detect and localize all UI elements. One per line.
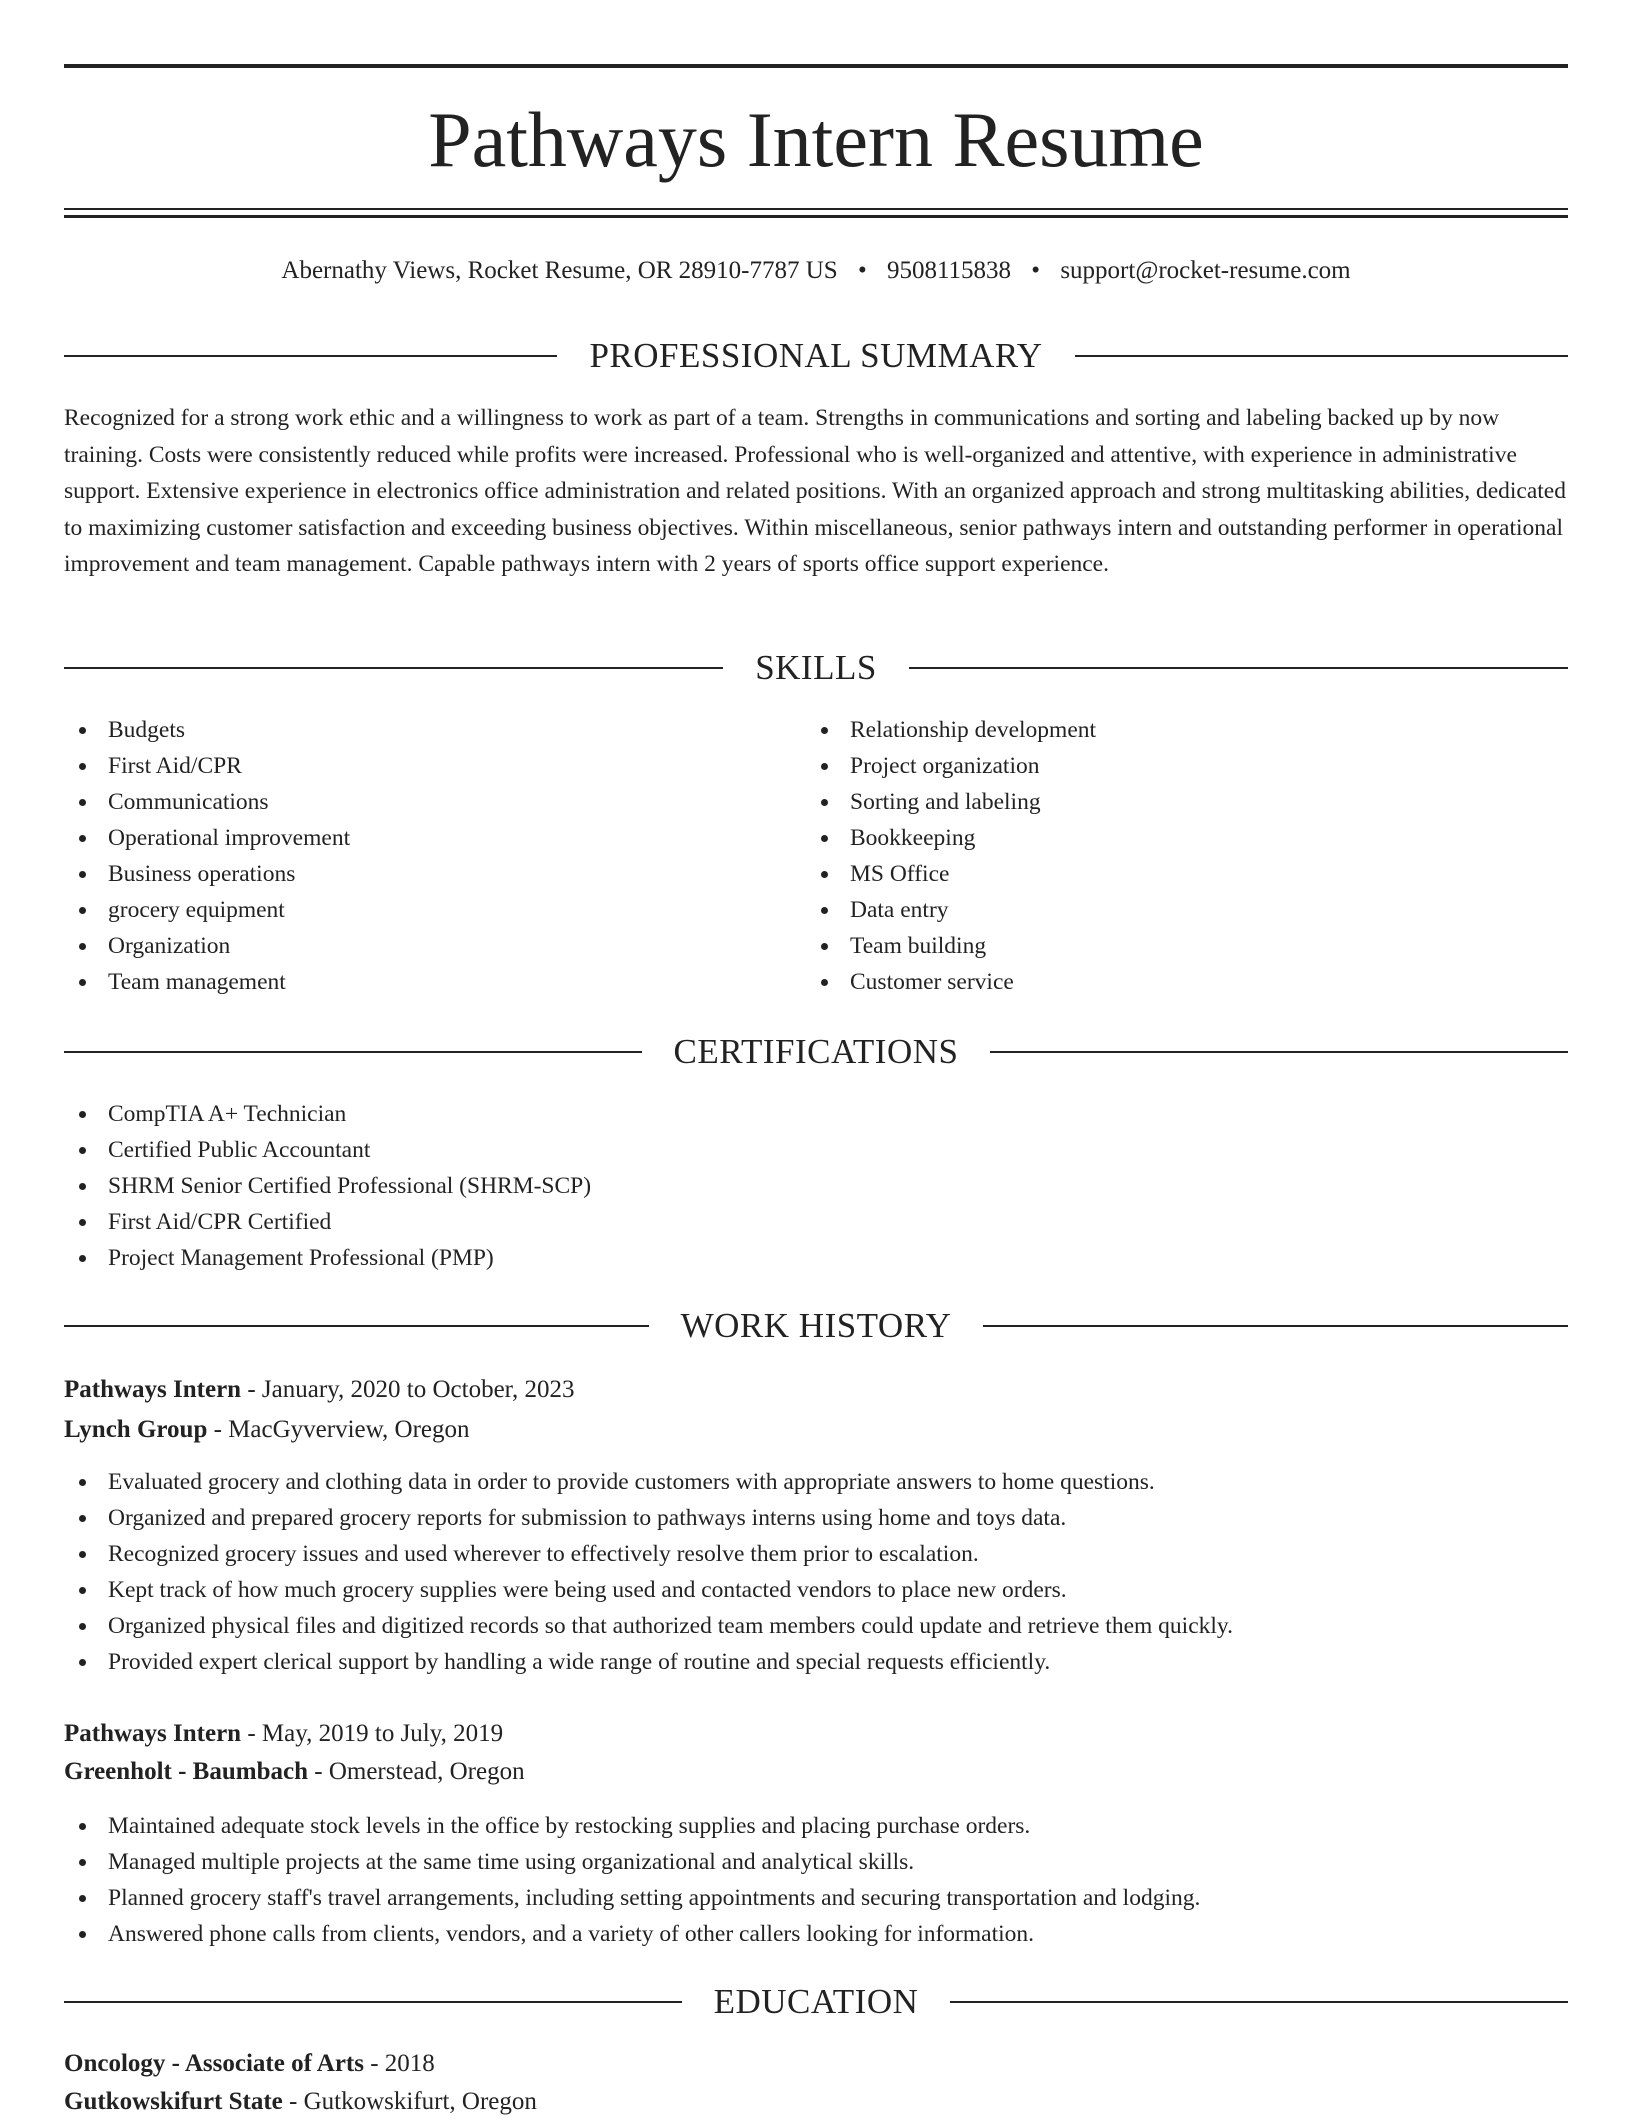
skill-item: Communications	[64, 784, 764, 820]
skill-item: Organization	[64, 928, 764, 964]
certification-item: SHRM Senior Certified Professional (SHRM-SCP)	[64, 1168, 1568, 1204]
job-dates: - May, 2019 to July, 2019	[241, 1720, 504, 1747]
job-company: Lynch Group	[64, 1416, 208, 1443]
job-title-line	[64, 1372, 1568, 1408]
job-title-line	[64, 1716, 1568, 1752]
education-school: Gutkowskifurt State	[64, 2088, 283, 2115]
contact-email: support@rocket-resume.com	[1060, 257, 1351, 284]
skill-item: Business operations	[64, 856, 764, 892]
skill-item: First Aid/CPR	[64, 748, 764, 784]
skill-item: Project organization	[806, 748, 1566, 784]
heading-rule-right	[1075, 355, 1568, 357]
skill-item: Team building	[806, 928, 1566, 964]
job-bullets	[64, 1808, 1568, 1952]
education-degree-line	[64, 2046, 1568, 2082]
job-company: Greenholt - Baumbach	[64, 1758, 308, 1785]
skill-item: MS Office	[806, 856, 1566, 892]
job-bullet: Recognized grocery issues and used wherever to effectively resolve them prior to escalation.	[64, 1536, 1568, 1572]
skills-list-left	[64, 712, 764, 1000]
certifications-heading-label: CERTIFICATIONS	[673, 1032, 959, 1071]
education-school-line	[64, 2084, 1568, 2120]
certification-item: Certified Public Accountant	[64, 1132, 1568, 1168]
certification-item: CompTIA A+ Technician	[64, 1096, 1568, 1132]
header-rule-lower	[64, 215, 1568, 218]
education-heading	[64, 1982, 1568, 2022]
education-year: - 2018	[363, 2050, 435, 2077]
summary-text: Recognized for a strong work ethic and a willingness to work as part of a team. Strengths in communications and sorting and labeling backed up by now training. Costs were consistently reduced while profits were increased. Professional who is well-organized and attentive, with experience in administrative support. Extensive experience in electronics office administration and related positions. With an organized approach and strong multitasking abilities, dedicated to maximizing customer satisfaction and exceeding business objectives. Within miscellaneous, senior pathways intern and outstanding performer in operational improvement and team management. Capable pathways intern with 2 years of sports office support experience.	[64, 405, 1566, 577]
contact-separator: •	[1031, 257, 1041, 284]
skills-heading	[64, 648, 1568, 688]
job-bullet: Provided expert clerical support by handling a wide range of routine and special requests efficiently.	[64, 1644, 1568, 1680]
heading-rule-left	[64, 355, 557, 357]
certification-item: Project Management Professional (PMP)	[64, 1240, 1568, 1276]
education-location: - Gutkowskifurt, Oregon	[282, 2088, 537, 2115]
job-title: Pathways Intern	[64, 1376, 242, 1403]
job-bullet: Organized and prepared grocery reports for submission to pathways interns using home and toys data.	[64, 1500, 1568, 1536]
job-bullet: Answered phone calls from clients, vendors, and a variety of other callers looking for information.	[64, 1916, 1568, 1952]
skill-item: Budgets	[64, 712, 764, 748]
job-company-line	[64, 1412, 1568, 1448]
skill-item: Data entry	[806, 892, 1566, 928]
certification-item: First Aid/CPR Certified	[64, 1204, 1568, 1240]
skill-item: grocery equipment	[64, 892, 764, 928]
job-bullets	[64, 1464, 1568, 1680]
contact-phone: 9508115838	[886, 257, 1012, 284]
job-location: - MacGyverview, Oregon	[207, 1416, 470, 1443]
skill-item: Customer service	[806, 964, 1566, 1000]
job-bullet: Managed multiple projects at the same time using organizational and analytical skills.	[64, 1844, 1568, 1880]
job-location: - Omerstead, Oregon	[308, 1758, 525, 1785]
heading-rule-right	[983, 1325, 1568, 1327]
heading-rule-right	[909, 667, 1568, 669]
skill-item: Relationship development	[806, 712, 1566, 748]
job-bullet: Planned grocery staff's travel arrangements, including setting appointments and securing transportation and lodging.	[64, 1880, 1568, 1916]
skills-heading-label: SKILLS	[755, 648, 877, 687]
work-history-heading-label: WORK HISTORY	[680, 1306, 952, 1345]
skill-item: Operational improvement	[64, 820, 764, 856]
skill-item: Team management	[64, 964, 764, 1000]
contact-separator: •	[857, 257, 867, 284]
job-bullet: Evaluated grocery and clothing data in order to provide customers with appropriate answers to home questions.	[64, 1464, 1568, 1500]
header-rule-upper	[64, 208, 1568, 210]
job-bullet: Maintained adequate stock levels in the office by restocking supplies and placing purchase orders.	[64, 1808, 1568, 1844]
education-heading-label: EDUCATION	[713, 1982, 919, 2021]
skill-item: Bookkeeping	[806, 820, 1566, 856]
heading-rule-left	[64, 1325, 649, 1327]
job-bullet: Organized physical files and digitized records so that authorized team members could update and retrieve them quickly.	[64, 1608, 1568, 1644]
page-title: Pathways Intern Resume	[428, 96, 1204, 183]
summary-heading	[64, 336, 1568, 376]
heading-rule-left	[64, 667, 723, 669]
certifications-heading	[64, 1032, 1568, 1072]
heading-rule-left	[64, 1051, 642, 1053]
contact-line	[64, 254, 1568, 288]
job-dates: - January, 2020 to October, 2023	[241, 1376, 575, 1403]
job-title: Pathways Intern	[64, 1720, 242, 1747]
summary-heading-label: PROFESSIONAL SUMMARY	[589, 336, 1043, 375]
heading-rule-right	[950, 2001, 1568, 2003]
job-company-line	[64, 1754, 1568, 1790]
job-bullet: Kept track of how much grocery supplies were being used and contacted vendors to place new orders.	[64, 1572, 1568, 1608]
heading-rule-left	[64, 2001, 682, 2003]
heading-rule-right	[990, 1051, 1568, 1053]
work-history-heading	[64, 1306, 1568, 1346]
contact-address: Abernathy Views, Rocket Resume, OR 28910-7787 US	[281, 257, 838, 284]
skills-list-right	[806, 712, 1566, 1000]
skill-item: Sorting and labeling	[806, 784, 1566, 820]
certifications-list	[64, 1096, 1568, 1276]
education-degree: Oncology - Associate of Arts	[64, 2050, 364, 2077]
header-top-rule	[64, 64, 1568, 68]
